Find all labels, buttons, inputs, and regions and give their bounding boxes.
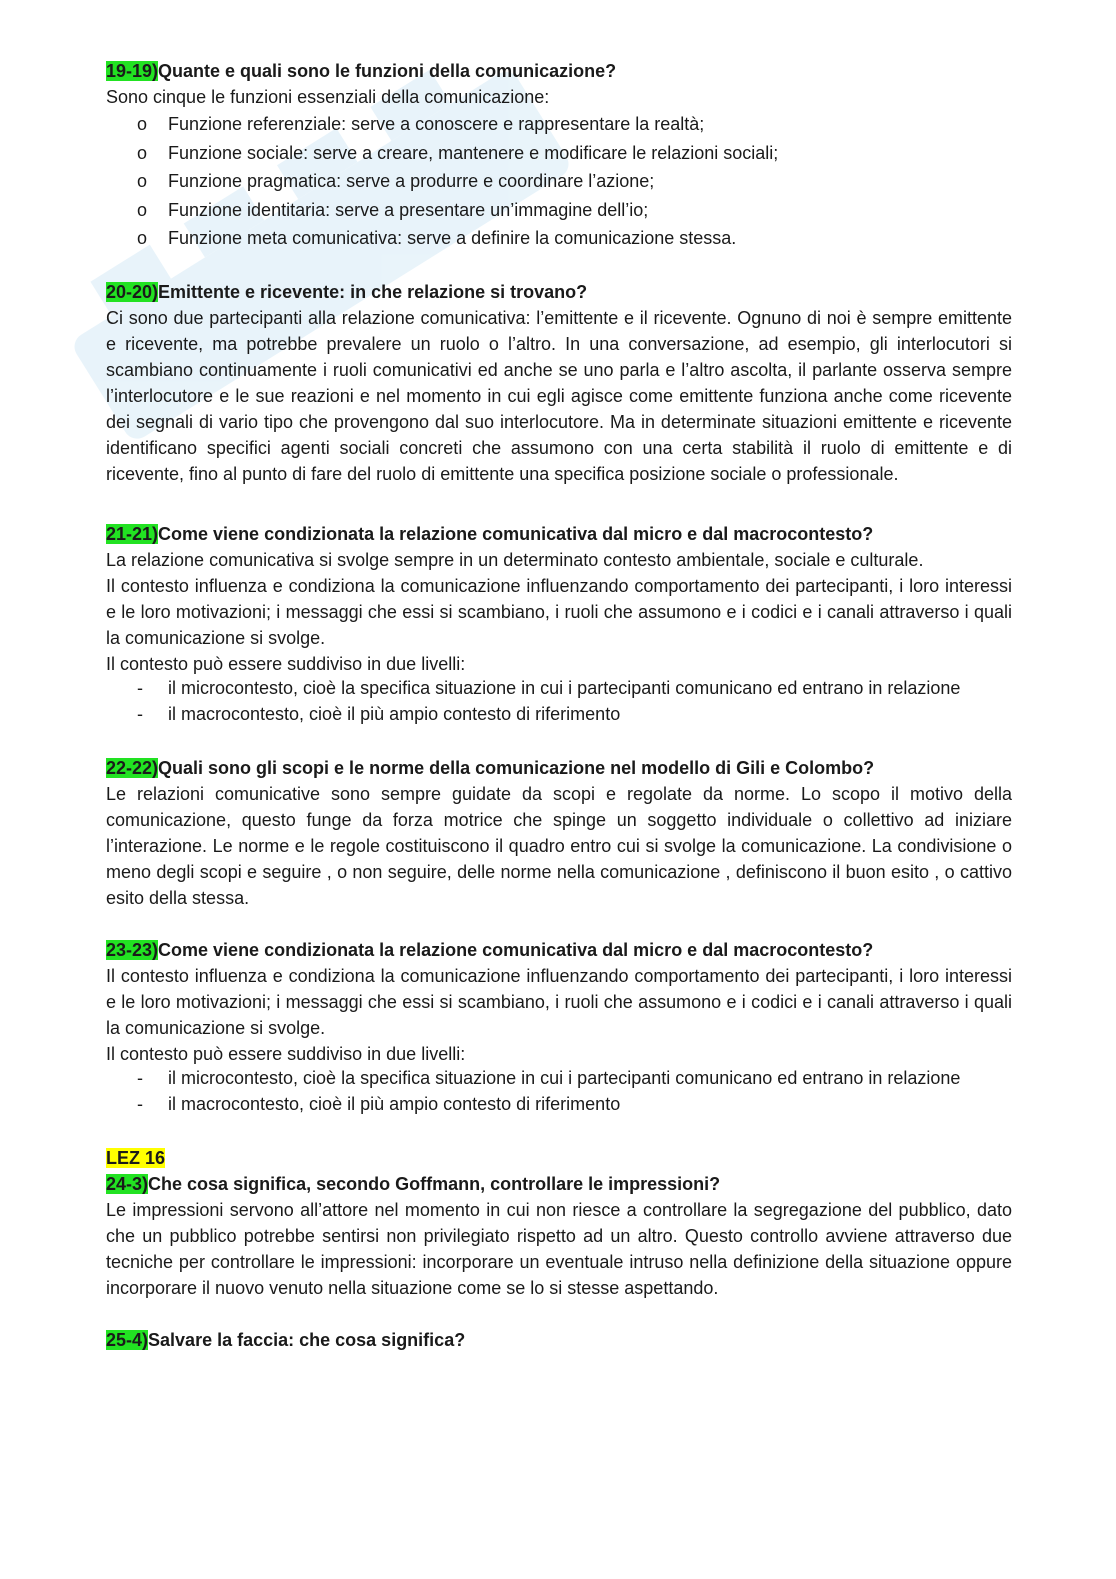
question-title: Quante e quali sono le funzioni della comunicazione? bbox=[158, 61, 617, 81]
lesson-heading bbox=[106, 1145, 1012, 1171]
question-heading bbox=[106, 521, 1012, 547]
paragraph: Il contesto influenza e condiziona la comunicazione influenzando comportamento dei partecipanti, i loro interessi e le loro motivazioni; i messaggi che essi si scambiano, i ruoli che assumono e i codici e i canali attraverso i quali la comunicazione si svolge. bbox=[106, 965, 1012, 1038]
document-page bbox=[106, 58, 1012, 1353]
list-item: o Funzione meta comunicativa: serve a definire la comunicazione stessa. bbox=[106, 224, 1012, 253]
dash-list bbox=[106, 1067, 1012, 1116]
list-item: - il macrocontesto, cioè il più ampio contesto di riferimento bbox=[137, 1093, 621, 1114]
paragraph: Il contesto può essere suddiviso in due livelli: bbox=[106, 653, 466, 674]
bullet-marker: - bbox=[137, 1067, 143, 1088]
question-heading bbox=[106, 937, 1012, 963]
bullet-marker: o bbox=[137, 114, 148, 134]
paragraph: Il contesto influenza e condiziona la comunicazione influenzando comportamento dei partecipanti, i loro interessi e le loro motivazioni; i messaggi che essi si scambiano, i ruoli che assumono e i codici e i canali attraverso i quali la comunicazione si svolge. bbox=[106, 575, 1012, 648]
question-number: 21-21) bbox=[106, 523, 159, 544]
list-item: o Funzione sociale: serve a creare, mantenere e modificare le relazioni sociali; bbox=[106, 139, 1012, 168]
lesson-label: LEZ 16 bbox=[106, 1147, 166, 1168]
list-item: o Funzione referenziale: serve a conoscere e rappresentare la realtà; bbox=[106, 110, 1012, 139]
dash-list bbox=[106, 677, 1012, 726]
question-title: Emittente e ricevente: in che relazione si trovano? bbox=[158, 281, 588, 302]
question-number: 20-20) bbox=[106, 281, 159, 302]
bullet-marker: o bbox=[137, 142, 148, 163]
question-title: Che cosa significa, secondo Goffmann, controllare le impressioni? bbox=[148, 1173, 721, 1194]
paragraph: Il contesto può essere suddiviso in due livelli: bbox=[106, 1043, 466, 1064]
paragraph: Le relazioni comunicative sono sempre guidate da scopi e regolate da norme. Lo scopo il motivo della comunicazione, questo funge da forza motrice che spinge un soggetto individuale o collettivo ad iniziare l’interazione. Le norme e le regole costituiscono il quadro entro cui si svolge la comunicazione. La condivisione o meno degli scopi e seguire , o non seguire, delle norme nella comunicazione , definiscono il buon esito , o cattivo esito della stessa. bbox=[106, 783, 1012, 908]
question-number: 24-3) bbox=[106, 1173, 149, 1194]
bullet-marker: - bbox=[137, 677, 143, 698]
bullet-marker: o bbox=[137, 228, 148, 248]
question-heading bbox=[106, 1327, 1012, 1353]
bullet-marker: - bbox=[137, 1093, 143, 1114]
list-item: - il macrocontesto, cioè il più ampio contesto di riferimento bbox=[137, 703, 621, 724]
question-heading bbox=[106, 755, 1012, 781]
question-title: Come viene condizionata la relazione comunicativa dal micro e dal macrocontesto? bbox=[158, 939, 874, 960]
question-heading bbox=[106, 1171, 1012, 1197]
list-item: o Funzione pragmatica: serve a produrre e coordinare l’azione; bbox=[106, 167, 1012, 196]
question-title: Come viene condizionata la relazione comunicativa dal micro e dal macrocontesto? bbox=[158, 523, 874, 544]
question-title: Quali sono gli scopi e le norme della comunicazione nel modello di Gili e Colombo? bbox=[158, 757, 875, 778]
question-heading bbox=[106, 279, 1012, 305]
question-number: 23-23) bbox=[106, 939, 159, 960]
bullet-marker: o bbox=[137, 199, 148, 220]
question-title: Salvare la faccia: che cosa significa? bbox=[148, 1329, 466, 1350]
paragraph: Le impressioni servono all’attore nel momento in cui non riesce a controllare la segregazione del pubblico, dato che un pubblico potrebbe sentirsi non privilegiato rispetto ad un altro. Questo controllo avviene attraverso due tecniche per controllare le impressioni: incorporare un eventuale intruso nella definizione della situazione oppure incorporare il nuovo venuto nella situazione come se lo si stesse aspettando. bbox=[106, 1199, 1012, 1298]
question-number: 22-22) bbox=[106, 757, 159, 778]
list-item: o Funzione identitaria: serve a presentare un’immagine dell’io; bbox=[106, 196, 1012, 225]
list-item: - il microcontesto, cioè la specifica situazione in cui i partecipanti comunicano ed entrano in relazione bbox=[137, 677, 961, 698]
bullet-marker: - bbox=[137, 703, 143, 724]
paragraph: Ci sono due partecipanti alla relazione comunicativa: l’emittente e il ricevente. Ognuno di noi è sempre emittente e ricevente, ma potrebbe prevalere un ruolo o l’altro. In una conversazione, ad esempio, gli interlocutori si scambiano continuamente i ruoli comunicativi ed anche se uno parla e l’altro ascolta, il parlante osserva sempre l’interlocutore e le sue reazioni e nel momento in cui egli agisce come emittente funziona anche come ricevente dei segnali di vario tipo che provengono dal suo interlocutore. Ma in determinate situazioni emittente e ricevente identificano specifici agenti sociali concreti che assumono con una certa stabilità il ruolo di emittente e di ricevente, fino al punto di fare del ruolo di emittente una specifica posizione sociale o professionale. bbox=[106, 307, 1012, 484]
question-number: 19-19) bbox=[106, 61, 159, 81]
question-heading bbox=[106, 58, 1012, 84]
bullet-marker: o bbox=[137, 171, 148, 191]
bullet-list bbox=[106, 110, 1012, 253]
paragraph: Sono cinque le funzioni essenziali della comunicazione: bbox=[106, 87, 550, 107]
question-number: 25-4) bbox=[106, 1329, 149, 1350]
list-item: - il microcontesto, cioè la specifica situazione in cui i partecipanti comunicano ed entrano in relazione bbox=[137, 1067, 961, 1088]
paragraph: La relazione comunicativa si svolge sempre in un determinato contesto ambientale, sociale e culturale. bbox=[106, 549, 924, 570]
